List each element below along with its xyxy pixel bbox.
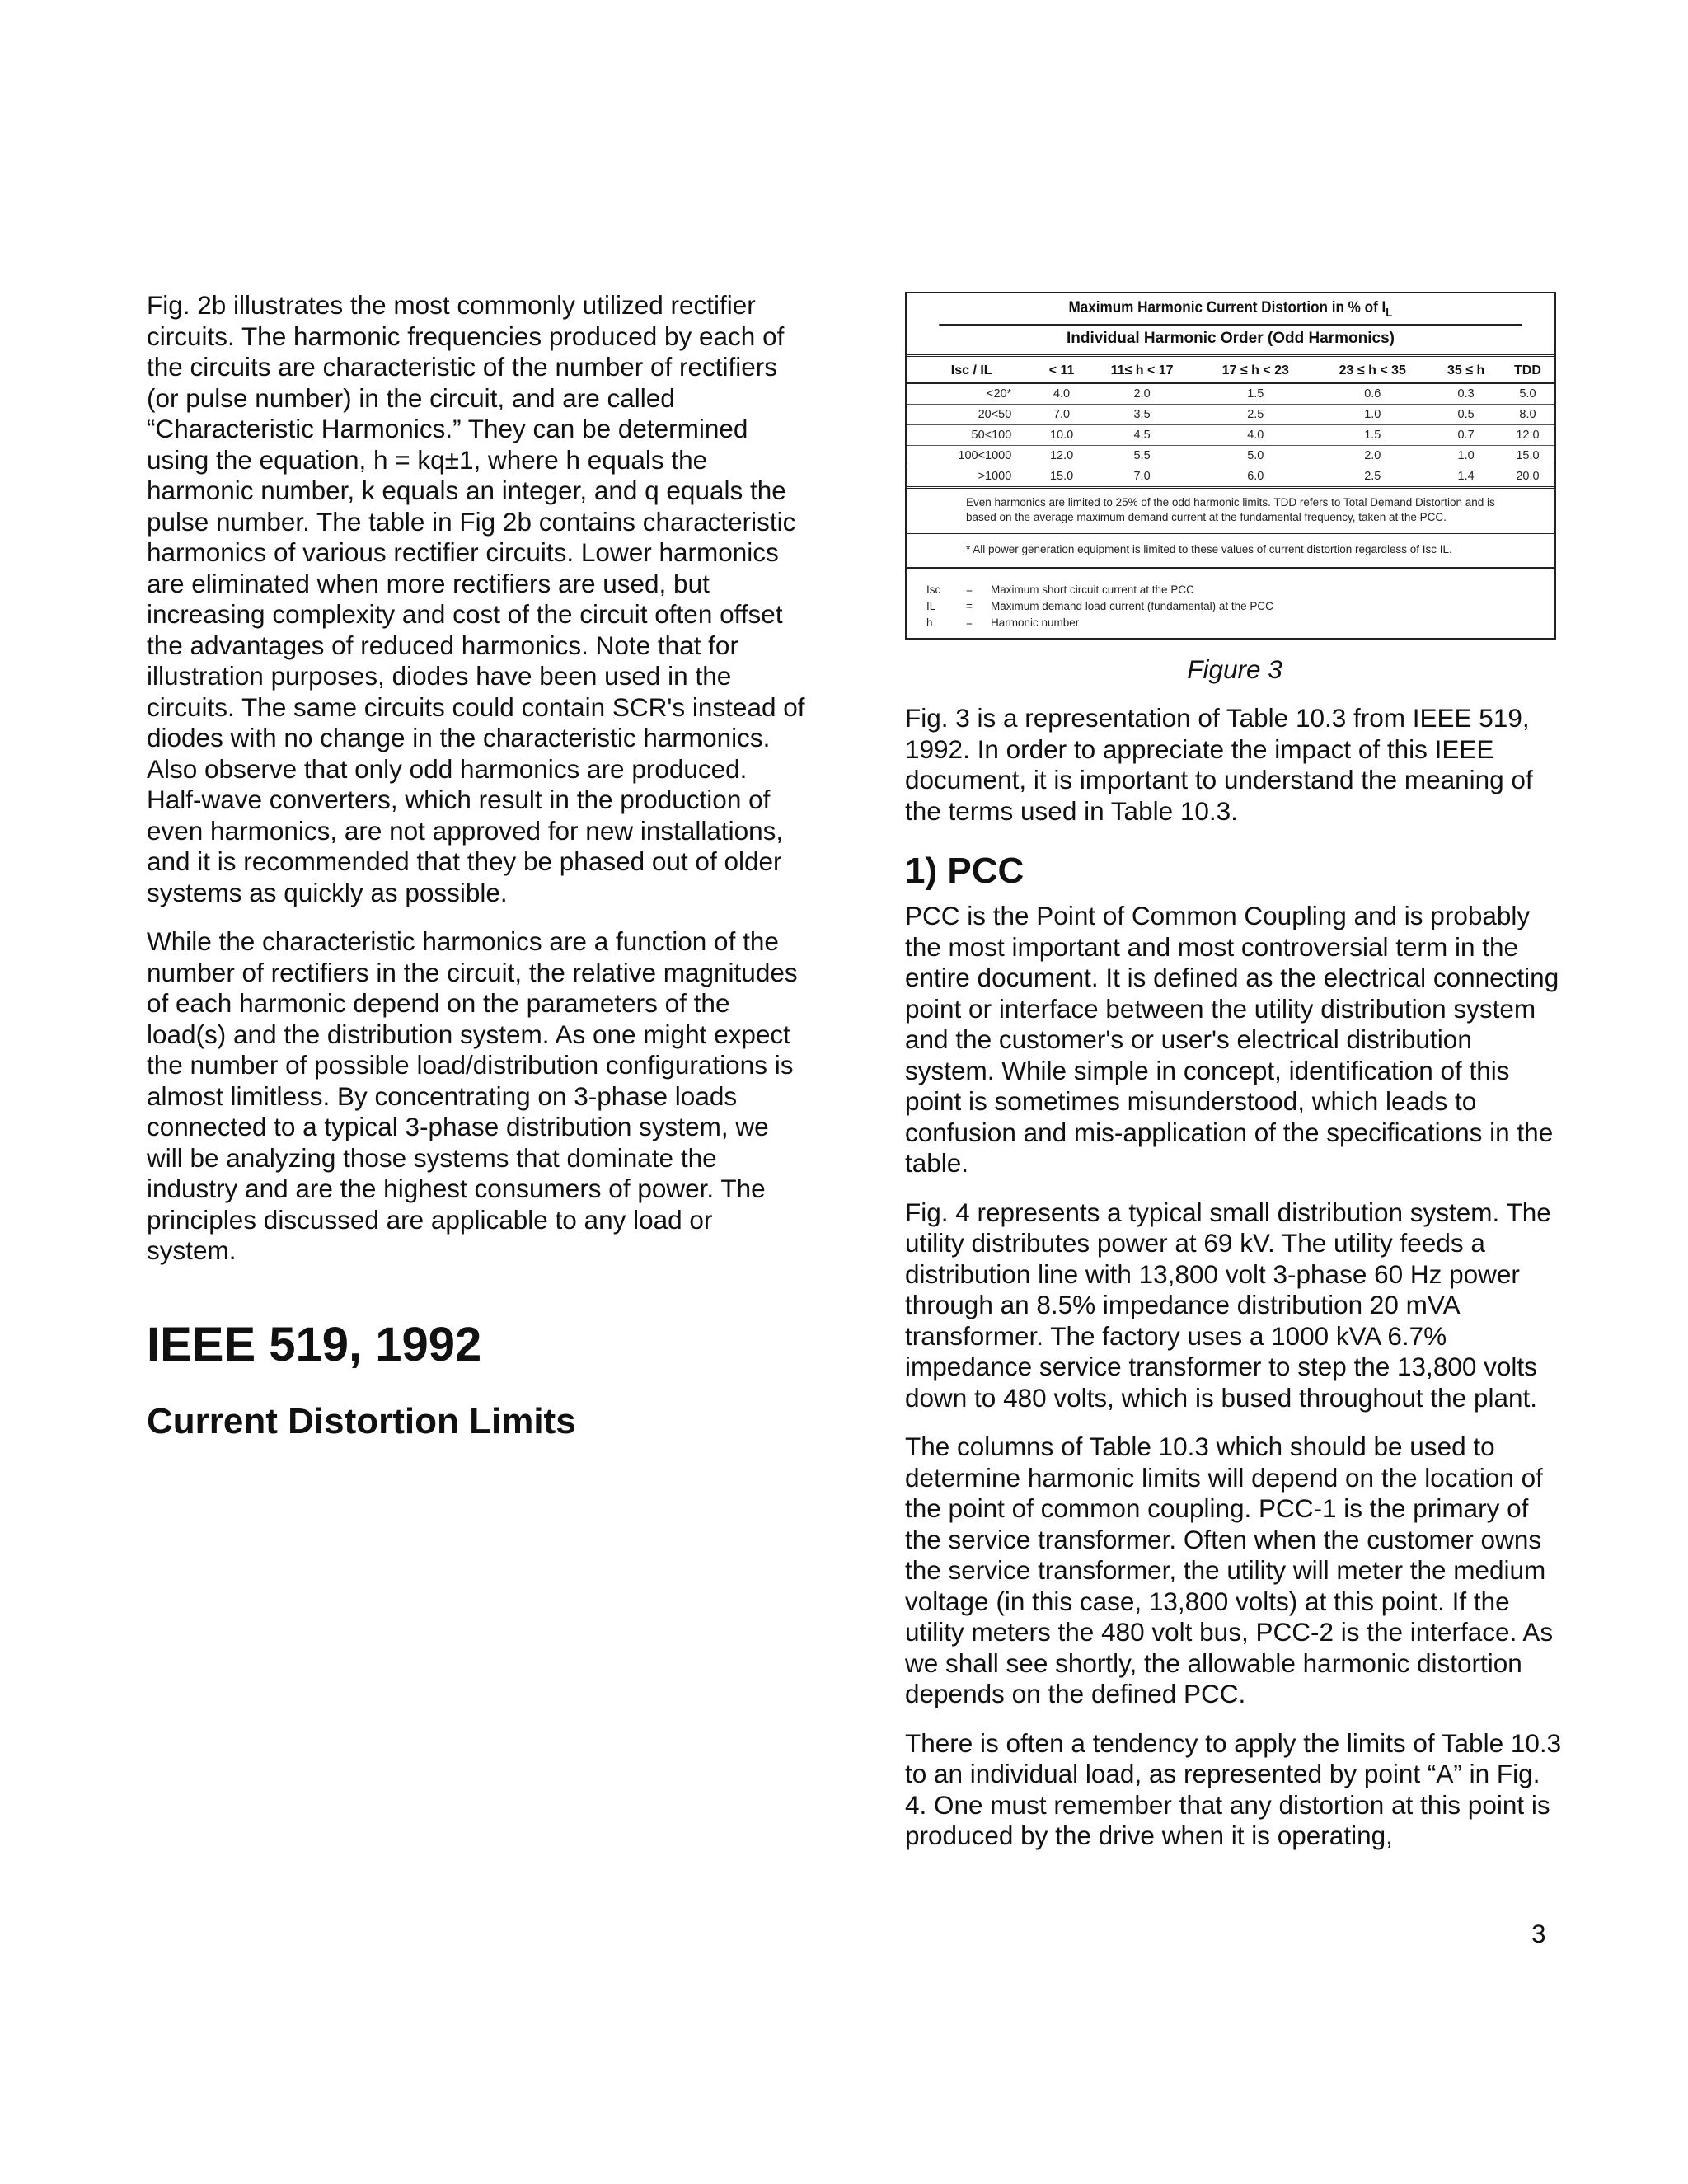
table-cell: 7.0 bbox=[1036, 405, 1087, 425]
table-cell: 5.0 bbox=[1501, 383, 1554, 405]
table-cell: 8.0 bbox=[1501, 405, 1554, 425]
header-cell: TDD bbox=[1501, 357, 1554, 383]
table-cell: 5.5 bbox=[1087, 446, 1198, 466]
table-cell: 2.0 bbox=[1314, 446, 1431, 466]
table-cell: 0.7 bbox=[1431, 425, 1501, 446]
paragraph-characteristic-harmonics: While the characteristic harmonics are a function of the number of rectifiers in the circuit, the relative magnitudes of each harmonic depend on the parameters of the load(s) and the distribution system. As one might expect the number of possible load/distribution configurations is almost limitless. By concentrating on 3-phase loads connected to a typical 3-phase distribution system, we will be analyzing those systems that dominate the industry and are the highest consumers of power. The principles discussed are applicable to any load or system. bbox=[147, 926, 798, 1265]
paragraph-rectifier-circuits: Fig. 2b illustrates the most commonly utilized rectifier circuits. The harmonic frequencies produced by each of the circuits are characteristic of the number of rectifiers (or pulse number) in the circuit, and are called “Characteristic Harmonics.” They can be determined using the equation, h = kq±1, where h equals the harmonic number, k equals an integer, and q equals the pulse number. The table in Fig 2b contains characteristic harmonics of various rectifier circuits. Lower harmonics are eliminated when more rectifiers are used, but increasing complexity and cost of the circuit often offset the advantages of reduced harmonics. Note that for illustration purposes, diodes have been used in the circuits. The same circuits could contain SCR's instead of diodes with no change in the characteristic harmonics. Also observe that only odd harmonics are produced. Half-wave converters, which result in the production of even harmonics, are not approved for new installations, and it is recommended that they be phased out of older systems as quickly as possible. bbox=[147, 290, 805, 907]
table-cell: 20.0 bbox=[1501, 466, 1554, 488]
table-cell: 100<1000 bbox=[907, 446, 1036, 466]
table-cell: 10.0 bbox=[1036, 425, 1087, 446]
section-heading-pcc: 1) PCC bbox=[905, 851, 1025, 891]
legend-item: IL = Maximum demand load current (fundamental) at the PCC bbox=[926, 600, 1273, 612]
figure-note-power-generation: * All power generation equipment is limited to these values of current distortion regardless of Isc IL. bbox=[966, 543, 1452, 555]
paragraph-table-columns: The columns of Table 10.3 which should be used to determine harmonic limits will depend on the location of the point of common coupling. PCC-1 is the primary of the service transformer. Often when the customer owns the service transformer, the utility will meter the medium voltage (in this case, 13,800 volts) at this point. If the utility meters the 480 volt bus, PCC-2 is the interface. As we shall see shortly, the allowable harmonic distortion depends on the defined PCC. bbox=[905, 1432, 1554, 1708]
harmonic-limits-table bbox=[907, 357, 1554, 489]
table-cell: 6.0 bbox=[1197, 466, 1314, 488]
table-row bbox=[907, 446, 1554, 466]
table-cell: 20<50 bbox=[907, 405, 1036, 425]
table-cell: >1000 bbox=[907, 466, 1036, 488]
table-cell: 3.5 bbox=[1087, 405, 1198, 425]
table-cell: 4.0 bbox=[1036, 383, 1087, 405]
table-cell: 2.5 bbox=[1314, 466, 1431, 488]
table-cell: 0.3 bbox=[1431, 383, 1501, 405]
table-header-row bbox=[907, 357, 1554, 383]
table-row bbox=[907, 405, 1554, 425]
table-cell: 50<100 bbox=[907, 425, 1036, 446]
header-cell: Isc / IL bbox=[907, 357, 1036, 383]
page-number: 3 bbox=[1531, 1919, 1546, 1948]
left-column bbox=[147, 290, 806, 1443]
table-cell: 0.6 bbox=[1314, 383, 1431, 405]
table-row bbox=[907, 383, 1554, 405]
table-cell: 4.0 bbox=[1197, 425, 1314, 446]
table-cell: 1.4 bbox=[1431, 466, 1501, 488]
figure-subtitle: Individual Harmonic Order (Odd Harmonics) bbox=[907, 326, 1554, 357]
figure-title: Maximum Harmonic Current Distortion in % of $I_L$ bbox=[939, 293, 1522, 326]
figure-legend bbox=[907, 567, 1554, 638]
table-row bbox=[907, 425, 1554, 446]
figure-note-even-harmonics: Even harmonics are limited to 25% of the odd harmonic limits. TDD refers to Total Demand Distortion and is based on the average maximum demand current at the fundamental frequency, taken at the PCC. bbox=[907, 489, 1554, 534]
paragraph-distribution-system: Fig. 4 represents a typical small distribution system. The utility distributes power at 69 kV. The utility feeds a distribution line with 13,800 volt 3-phase 60 Hz power through an 8.5% impedance distribution 20 mVA transformer. The factory uses a 1000 kVA 6.7% impedance service transformer to step the 13,800 volts down to 480 volts, which is bused throughout the plant. bbox=[905, 1197, 1551, 1413]
table-cell: <20* bbox=[907, 383, 1036, 405]
harmonic-limits-figure bbox=[905, 292, 1556, 640]
table-cell: 5.0 bbox=[1197, 446, 1314, 466]
table-cell: 12.0 bbox=[1501, 425, 1554, 446]
header-cell: 17 ≤ h < 23 bbox=[1197, 357, 1314, 383]
section-heading-ieee-519: IEEE 519, 1992 bbox=[147, 1317, 482, 1371]
header-cell: 35 ≤ h bbox=[1431, 357, 1501, 383]
legend-item: Isc = Maximum short circuit current at the PCC bbox=[926, 583, 1194, 596]
figure-caption: Figure 3 bbox=[1187, 654, 1282, 684]
table-cell: 1.0 bbox=[1431, 446, 1501, 466]
legend-item: h = Harmonic number bbox=[926, 616, 1080, 629]
table-cell: 0.5 bbox=[1431, 405, 1501, 425]
header-cell: 11≤ h < 17 bbox=[1087, 357, 1198, 383]
table-cell: 1.0 bbox=[1314, 405, 1431, 425]
table-cell: 2.5 bbox=[1197, 405, 1314, 425]
table-row bbox=[907, 466, 1554, 488]
table-cell: 1.5 bbox=[1314, 425, 1431, 446]
table-cell: 2.0 bbox=[1087, 383, 1198, 405]
header-cell: < 11 bbox=[1036, 357, 1087, 383]
subheading-current-distortion-limits: Current Distortion Limits bbox=[147, 1400, 576, 1441]
table-cell: 15.0 bbox=[1036, 466, 1087, 488]
header-cell: 23 ≤ h < 35 bbox=[1314, 357, 1431, 383]
paragraph-pcc-definition: PCC is the Point of Common Coupling and is probably the most important and most controversial term in the entire document. It is defined as the electrical connecting point or interface between the utility distribution system and the customer's or user's electrical distribution system. While simple in concept, identification of this point is sometimes misunderstood, which leads to confusion and mis-application of the specifications in the table. bbox=[905, 901, 1559, 1178]
right-column bbox=[905, 292, 1564, 1870]
table-cell: 15.0 bbox=[1501, 446, 1554, 466]
paragraph-individual-load: There is often a tendency to apply the limits of Table 10.3 to an individual load, as represented by point “A” in Fig. 4. One must remember that any distortion at this point is produced by the drive when it is operating, bbox=[905, 1727, 1562, 1850]
table-cell: 4.5 bbox=[1087, 425, 1198, 446]
table-cell: 12.0 bbox=[1036, 446, 1087, 466]
table-cell: 1.5 bbox=[1197, 383, 1314, 405]
table-cell: 7.0 bbox=[1087, 466, 1198, 488]
paragraph-table-intro: Fig. 3 is a representation of Table 10.3 from IEEE 519, 1992. In order to appreciate the impact of this IEEE document, it is important to understand the meaning of the terms used in Table 10.3. bbox=[905, 703, 1533, 826]
